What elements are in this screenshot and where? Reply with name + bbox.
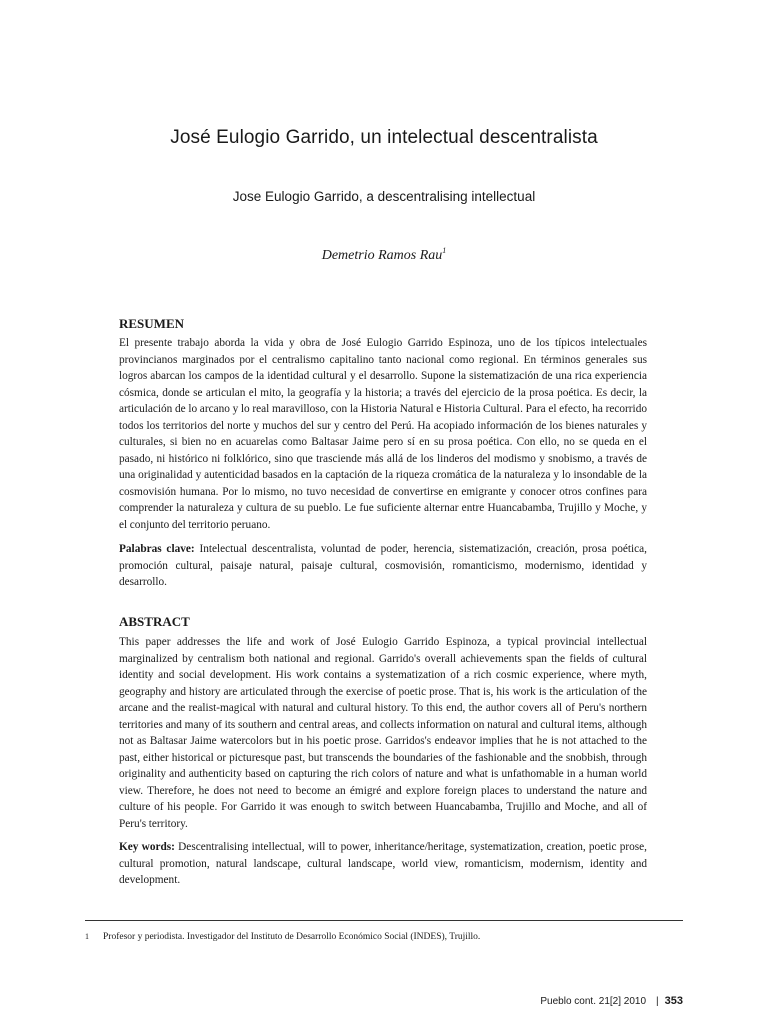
journal-citation: Pueblo cont. 21[2] 2010 xyxy=(540,996,647,1007)
author-name: Demetrio Ramos Rau xyxy=(321,248,443,263)
footnote-mark: 1 xyxy=(85,932,89,941)
footnote-text: Profesor y periodista. Investigador del Instituto de Desarrollo Económico Social (INDES), Trujillo. xyxy=(103,932,481,942)
abstract-body: This paper addresses the life and work of José Eulogio Garrido Espinoza, a typical provincial intellectual marginalized by centralism both national and regional. Garrido's overall achievements span the fields of cultural identity and social development. His work contains a systematization of a rich cosmic experience, where myth, geography and history are articulated through the exercise of poetic prose. That is, his work is the articulation of the arcane and the realist-magical with natural and cultural history. To this end, the author covers all of Peru's northern territories and many of its southern and central areas, and collects information on natural and cultural items, although not as Baltasar Jaime watercolors but in his poetic prose. Garridos's endeavor implies that he is not attached to the past, either historical or picturesque past, but transcends the boundaries of the fashionable and the snobbish, through originality and authenticity based on capturing the rich colors of nature and what is unfathomable in a human world view. Therefore, he does not need to become an émigré and explore foreign places to understand the nature and culture of his people. For Garrido it was enough to switch between Huancabamba, Trujillo and Moche, and all of Peru's territory. xyxy=(119,636,647,830)
resumen-keywords-label: Palabras clave: xyxy=(119,543,195,555)
article-subtitle: Jose Eulogio Garrido, a descentralising intellectual xyxy=(232,189,536,204)
page-footer xyxy=(540,995,683,1007)
resumen-heading: RESUMEN xyxy=(119,316,185,331)
article-title: José Eulogio Garrido, un intelectual descentralista xyxy=(170,127,598,148)
abstract-heading: ABSTRACT xyxy=(119,614,190,629)
resumen-keywords xyxy=(119,541,647,591)
abstract-keywords-label: Key words: xyxy=(119,841,175,853)
abstract-keywords-text: Descentralising intellectual, will to power, inheritance/heritage, systematization, creation, poetic prose, cultural promotion, natural landscape, cultural landscape, world view, romanticism, modernism, identity and development. xyxy=(119,841,647,886)
abstract-keywords xyxy=(119,839,647,889)
resumen-keywords-text: Intelectual descentralista, voluntad de poder, herencia, sistematización, creación, prosa poética, promoción cultural, paisaje natural, paisaje cultural, cosmovisión, romanticismo, modernismo, identidad y desarrollo. xyxy=(119,543,648,588)
author-footnote-mark[interactable]: 1 xyxy=(442,246,447,255)
footnote-divider xyxy=(85,920,683,921)
author-line xyxy=(0,246,768,264)
page-number: 353 xyxy=(664,995,683,1007)
footer-separator: | xyxy=(656,996,659,1007)
resumen-body: El presente trabajo aborda la vida y obra de José Eulogio Garrido Espinoza, uno de los típicos intelectuales provincianos marginados por el centralismo capitalino tanto nacional como regional. En términos generales sus logros abarcan los campos de la identidad cultural y el desarrollo. Supone la sistematización de una rica experiencia cósmica, donde se articulan el mito, la geografía y la historia; a través del ejercicio de la prosa poética. Es decir, la articulación de lo arcano y lo real maravilloso, con la Historia Natural e Historia Cultural. Para el efecto, ha recorrido todos los territorios del norte y muchos del sur y centro del Perú. Ha acopiado información de los bienes naturales y culturales, si bien no en acuarelas como Baltasar Jaime pero sí en su prosa poética. Con ello, no se queda en el pasado, ni histórico ni folklórico, sino que trasciende más allá de los linderos del modismo y snobismo, a través de una originalidad y autenticidad basados en la captación de la riqueza cromática de la naturaleza y lo insondable de la cosmovisión humana. Por lo mismo, no tuvo necesidad de convertirse en emigrante y conocer otros confines para comprender la naturaleza y cultura de su pueblo. Le fue suficiente alternar entre Huancabamba, Trujillo y Moche, y el conjunto del territorio peruano. xyxy=(119,337,647,531)
